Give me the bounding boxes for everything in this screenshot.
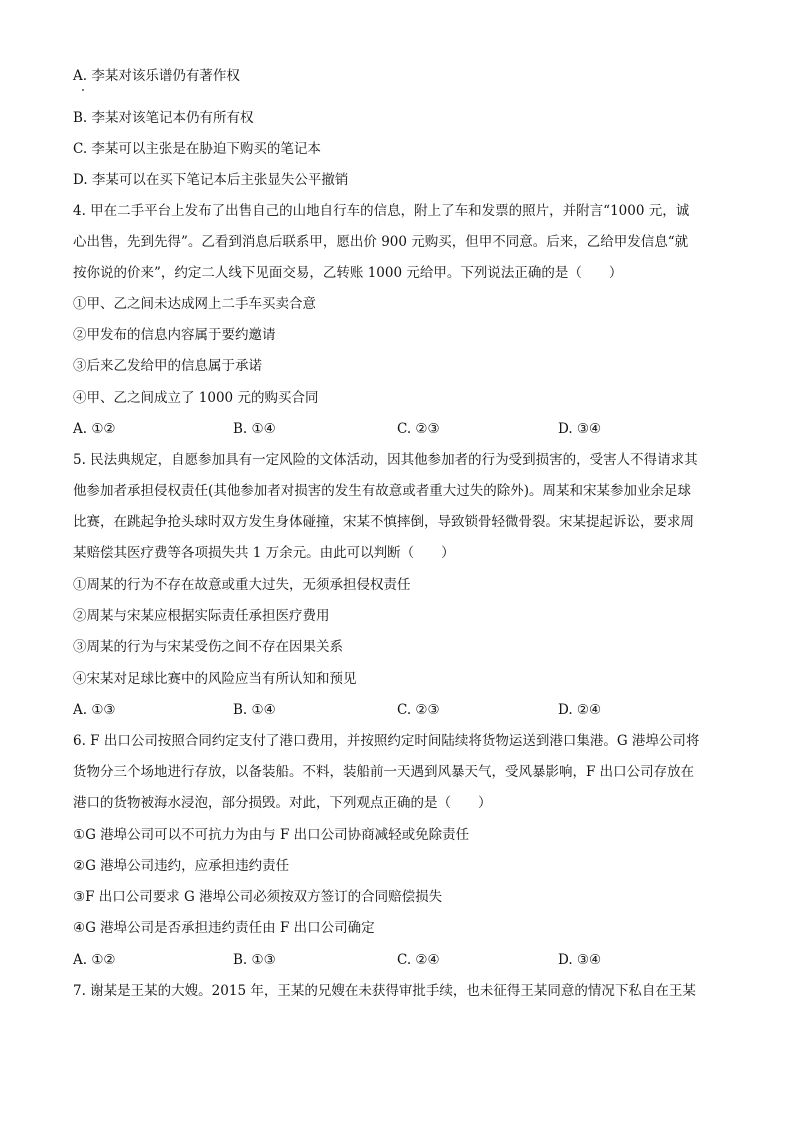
q4-option-c: C. ②③ [397,421,440,437]
q5-stem-line: 某赔偿其医疗费等各项损失共 1 万余元。由此可以判断（ ） [73,545,455,561]
q6-option-a: A. ①② [73,952,116,968]
q4-item: ①甲、乙之间未达成网上二手车买卖合意 [73,296,316,312]
q7-stem-line: 7. 谢某是王某的大嫂。2015 年，王某的兄嫂在未获得审批手续，也未征得王某同意的情况下私自在王某 [73,983,696,999]
q4-item: ③后来乙发给甲的信息属于承诺 [73,358,262,374]
q5-stem-line: 比赛，在跳起争抢头球时双方发生身体碰撞，宋某不慎摔倒，导致锁骨轻微骨裂。宋某提起诉讼，要求周 [73,514,694,530]
q6-item: ②G 港埠公司违约，应承担违约责任 [73,858,290,874]
q6-stem-line: 6. F 出口公司按照合同约定支付了港口费用，并按照约定时间陆续将货物运送到港口集港。G 港埠公司将 [73,733,700,749]
q6-stem-line: 港口的货物被海水浸泡，部分损毁。对此，下列观点正确的是（ ） [73,795,492,811]
q4-stem-line: 4. 甲在二手平台上发布了出售自己的山地自行车的信息，附上了车和发票的照片，并附言“1000 元，诚 [73,203,690,219]
q5-stem-line: 他参加者承担侵权责任(其他参加者对损害的发生有故意或者重大过失的除外)。周某和宋某参加业余足球 [73,483,692,499]
q6-options-row [0,950,794,970]
q6-option-c: C. ②④ [397,952,440,968]
q6-item: ④G 港埠公司是否承担违约责任由 F 出口公司确定 [73,920,375,936]
q6-item: ①G 港埠公司可以不可抗力为由与 F 出口公司协商减轻或免除责任 [73,827,470,843]
q5-item: ①周某的行为不存在故意或重大过失，无须承担侵权责任 [73,577,411,593]
q5-options-row [0,700,794,720]
q4-stem-line: 按你说的价来”，约定二人线下见面交易，乙转账 1000 元给甲。下列说法正确的是（ ） [73,265,623,281]
q5-option-c: C. ②③ [397,702,440,718]
q5-option-a: A. ①③ [73,702,116,718]
q6-option-b: B. ①③ [233,952,276,968]
q6-stem-line: 货物分三个场地进行存放，以备装船。不料，装船前一天遇到风暴天气，受风暴影响，F 出口公司存放在 [73,764,695,780]
stray-dot [82,89,84,91]
q4-stem-line: 心出售，先到先得”。乙看到消息后联系甲，愿出价 900 元购买，但甲不同意。后来，乙给甲发信息“就 [73,234,689,250]
q6-option-d: D. ③④ [558,952,602,968]
q5-option-d: D. ②④ [558,702,602,718]
q4-option-d: D. ③④ [558,421,602,437]
q5-item: ④宋某对足球比赛中的风险应当有所认知和预见 [73,671,357,687]
q3-option-a: A. 李某对该乐谱仍有著作权 [73,68,240,84]
q3-option-b: B. 李某对该笔记本仍有所有权 [73,110,254,126]
q4-item: ④甲、乙之间成立了 1000 元的购买合同 [73,390,319,406]
q5-stem-line: 5. 民法典规定，自愿参加具有一定风险的文体活动，因其他参加者的行为受到损害的，受害人不得请求其 [73,452,698,468]
q5-item: ③周某的行为与宋某受伤之间不存在因果关系 [73,639,343,655]
q3-option-d: D. 李某可以在买下笔记本后主张显失公平撤销 [73,172,349,188]
q6-item: ③F 出口公司要求 G 港埠公司必须按双方签订的合同赔偿损失 [73,889,443,905]
q5-item: ②周某与宋某应根据实际责任承担医疗费用 [73,608,330,624]
q4-options-row [0,419,794,439]
q4-option-b: B. ①④ [233,421,276,437]
q3-option-c: C. 李某可以主张是在胁迫下购买的笔记本 [73,141,321,157]
q4-item: ②甲发布的信息内容属于要约邀请 [73,327,276,343]
q5-option-b: B. ①④ [233,702,276,718]
q4-option-a: A. ①② [73,421,116,437]
